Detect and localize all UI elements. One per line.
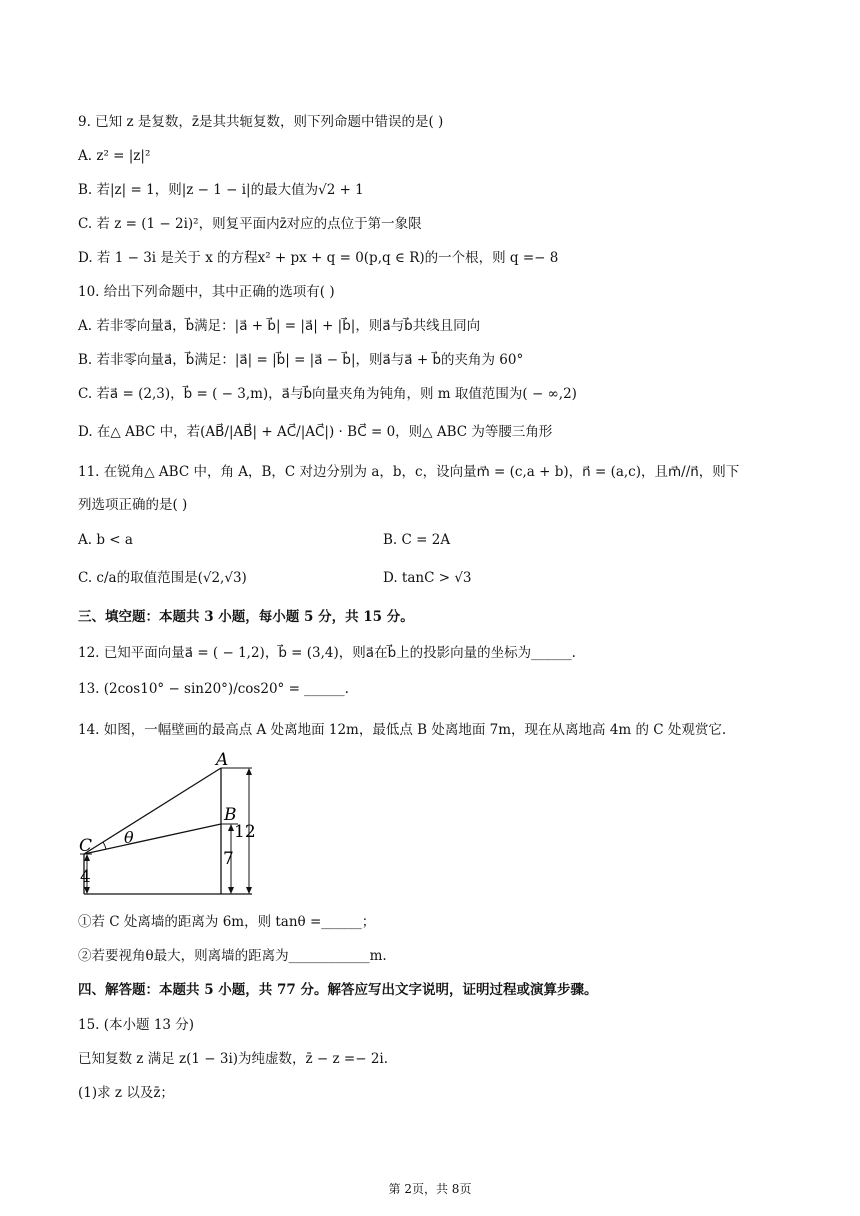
q12-text: 12. 已知平面向量a⃗ = ( − 1,2)，b⃗ = (3,4)，则a⃗在b⃗上的投影向量的坐标为______.: [78, 645, 576, 661]
q9-option-d: D. 若 1 − 3i 是关于 x 的方程x² + px + q = 0(p,q ∈ R)的一个根，则 q =− 8: [78, 250, 559, 266]
q10-option-b: B. 若非零向量a⃗，b⃗满足：|a⃗| = |b⃗| = |a⃗ − b⃗|，则a⃗与a⃗ + b⃗的夹角为 60°: [78, 352, 524, 368]
q13-text: 13. (2cos10° − sin20°)/cos20° = ______.: [78, 681, 349, 697]
figure-label-a: A: [216, 750, 229, 770]
q10-option-a: A. 若非零向量a⃗，b⃗满足：|a⃗ + b⃗| = |a⃗| + |b⃗|，则a⃗与b⃗共线且同向: [78, 318, 481, 334]
figure-label-theta: θ: [124, 828, 134, 847]
q11-option-c: C. c/a的取值范围是(√2,√3): [78, 570, 247, 586]
q10-option-d: D. 在△ ABC 中，若(AB⃗/|AB⃗| + AC⃗/|AC⃗|) · BC⃗ = 0，则△ ABC 为等腰三角形: [78, 424, 553, 440]
section-4-heading: 四、解答题：本题共 5 小题，共 77 分。解答应写出文字说明，证明过程或演算步骤。: [78, 982, 598, 998]
page-footer: 第 2页，共 8页: [388, 1182, 472, 1196]
q14-part-1: ①若 C 处离墙的距离为 6m，则 tanθ =______；: [78, 914, 376, 930]
q10-option-c: C. 若a⃗ = (2,3)，b⃗ = ( − 3,m)，a⃗与b⃗向量夹角为钝角，则 m 取值范围为( − ∞,2): [78, 386, 577, 402]
q14-part-2: ②若要视角θ最大，则离墙的距离为____________m.: [78, 948, 387, 964]
q15-stem: 已知复数 z 满足 z(1 − 3i)为纯虚数，z̄ − z =− 2i.: [78, 1051, 389, 1067]
figure-label-b: B: [224, 805, 237, 825]
figure-label-7: 7: [223, 849, 234, 869]
q10-stem: 10. 给出下列命题中，其中正确的选项有( ): [78, 284, 335, 300]
figure-label-12: 12: [234, 822, 256, 842]
q9-stem: 9. 已知 z 是复数，z̄是其共轭复数，则下列命题中错误的是( ): [78, 114, 444, 130]
q14-stem: 14. 如图，一幅壁画的最高点 A 处离地面 12m，最低点 B 处离地面 7m，现在从离地高 4m 的 C 处观赏它.: [78, 722, 727, 738]
q9-option-a: A. z² = |z|²: [78, 148, 151, 164]
q11-option-a: A. b < a: [78, 532, 133, 548]
q9-option-c: C. 若 z = (1 − 2i)²，则复平面内z̄对应的点位于第一象限: [78, 216, 422, 232]
q15-part-1: (1)求 z 以及z̄；: [78, 1085, 174, 1101]
q9-option-b: B. 若|z| = 1，则|z − 1 − i|的最大值为√2 + 1: [78, 182, 364, 198]
q11-stem-line1: 11. 在锐角△ ABC 中，角 A，B，C 对边分别为 a，b，c，设向量m⃗ = (c,a + b)，n⃗ = (a,c)，且m⃗//n⃗，则下: [78, 464, 740, 480]
q11-option-d: D. tanC > √3: [383, 570, 472, 586]
q15-title: 15. (本小题 13 分): [78, 1017, 195, 1033]
q14-mural-figure: [76, 750, 266, 900]
section-3-heading: 三、填空题：本题共 3 小题，每小题 5 分，共 15 分。: [78, 609, 414, 625]
q11-stem-line2: 列选项正确的是( ): [78, 497, 188, 513]
q11-option-b: B. C = 2A: [383, 532, 451, 548]
figure-label-4: 4: [80, 867, 91, 887]
figure-label-c: C: [79, 836, 93, 856]
